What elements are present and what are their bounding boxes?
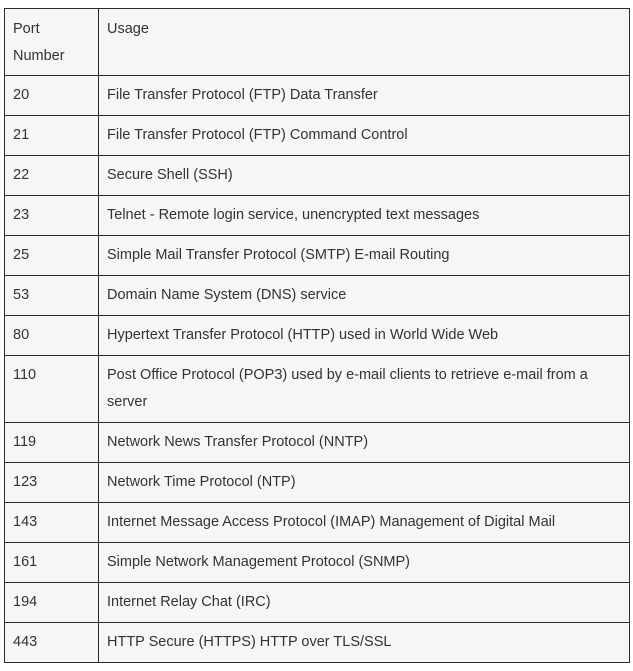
- table-row: [5, 543, 630, 583]
- port-number-cell: 21: [5, 116, 99, 156]
- port-table: [4, 8, 630, 663]
- usage-cell: Internet Relay Chat (IRC): [99, 583, 630, 623]
- table-body: [5, 76, 630, 663]
- port-number-cell: 25: [5, 236, 99, 276]
- table-row: [5, 116, 630, 156]
- usage-cell: Secure Shell (SSH): [99, 156, 630, 196]
- table-row: [5, 316, 630, 356]
- port-number-cell: 161: [5, 543, 99, 583]
- header-port-number: Port Number: [5, 9, 99, 76]
- port-number-cell: 119: [5, 423, 99, 463]
- table-row: [5, 356, 630, 423]
- table-row: [5, 156, 630, 196]
- usage-cell: Post Office Protocol (POP3) used by e-mail clients to retrieve e-mail from a server: [99, 356, 630, 423]
- table-row: [5, 463, 630, 503]
- port-number-cell: 143: [5, 503, 99, 543]
- table-row: [5, 623, 630, 663]
- port-number-cell: 123: [5, 463, 99, 503]
- table-row: [5, 423, 630, 463]
- usage-cell: Hypertext Transfer Protocol (HTTP) used in World Wide Web: [99, 316, 630, 356]
- usage-cell: Network Time Protocol (NTP): [99, 463, 630, 503]
- usage-cell: Simple Network Management Protocol (SNMP): [99, 543, 630, 583]
- port-number-cell: 194: [5, 583, 99, 623]
- port-number-cell: 23: [5, 196, 99, 236]
- table-row: [5, 76, 630, 116]
- table-row: [5, 583, 630, 623]
- usage-cell: HTTP Secure (HTTPS) HTTP over TLS/SSL: [99, 623, 630, 663]
- header-row: [5, 9, 630, 76]
- usage-cell: Telnet - Remote login service, unencrypted text messages: [99, 196, 630, 236]
- port-number-cell: 443: [5, 623, 99, 663]
- port-number-cell: 80: [5, 316, 99, 356]
- usage-cell: File Transfer Protocol (FTP) Command Control: [99, 116, 630, 156]
- usage-cell: File Transfer Protocol (FTP) Data Transfer: [99, 76, 630, 116]
- header-usage: Usage: [99, 9, 630, 76]
- table-row: [5, 236, 630, 276]
- port-number-cell: 20: [5, 76, 99, 116]
- table-row: [5, 196, 630, 236]
- port-number-cell: 53: [5, 276, 99, 316]
- table-header: [5, 9, 630, 76]
- usage-cell: Simple Mail Transfer Protocol (SMTP) E-mail Routing: [99, 236, 630, 276]
- table-row: [5, 503, 630, 543]
- port-number-cell: 110: [5, 356, 99, 423]
- usage-cell: Network News Transfer Protocol (NNTP): [99, 423, 630, 463]
- usage-cell: Internet Message Access Protocol (IMAP) Management of Digital Mail: [99, 503, 630, 543]
- table-row: [5, 276, 630, 316]
- port-number-cell: 22: [5, 156, 99, 196]
- usage-cell: Domain Name System (DNS) service: [99, 276, 630, 316]
